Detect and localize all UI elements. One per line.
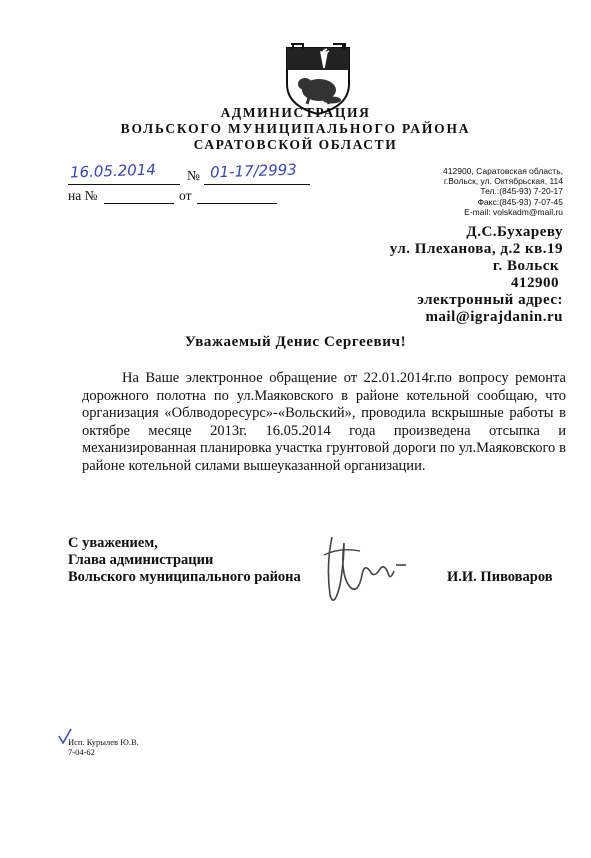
org-name-line2: ВОЛЬСКОГО МУНИЦИПАЛЬНОГО РАЙОНА <box>120 121 471 136</box>
signature-closing: С уважением, <box>68 535 158 551</box>
recipient-email: mail@igrajdanin.ru <box>425 309 563 325</box>
contact-line: Тел.:(845-93) 7-20-17 <box>480 186 563 197</box>
org-name-line3: САРАТОВСКОЙ ОБЛАСТИ <box>193 137 398 152</box>
outgoing-number: 01-17/2993 <box>209 160 298 182</box>
number-underline <box>204 184 310 185</box>
recipient-city: г. Вольск <box>492 258 559 274</box>
org-name-line1: АДМИНИСТРАЦИЯ <box>220 105 371 120</box>
reply-date-underline <box>197 203 277 204</box>
date-underline <box>68 184 180 185</box>
recipient-street: ул. Плеханова, д.2 кв.19 <box>389 241 563 257</box>
reply-to-label: на № <box>68 188 98 203</box>
handwritten-signature <box>310 525 420 615</box>
contact-line: E-mail: volskadm@mail.ru <box>464 206 563 217</box>
recipient-email-label: электронный адрес: <box>417 292 563 308</box>
reply-from-label: от <box>179 188 192 203</box>
contact-block <box>443 166 563 217</box>
recipient-postcode: 412900 <box>511 275 559 291</box>
outgoing-date: 16.05.2014 <box>69 160 157 182</box>
executor-phone: 7-04-62 <box>68 747 95 757</box>
reply-number-underline <box>104 203 174 204</box>
executor-name: Исп. Курылев Ю.В. <box>68 737 139 747</box>
contact-line: г.Вольск, ул. Октябрьская, 114 <box>443 176 563 187</box>
signatory-name: И.И. Пивоваров <box>447 569 553 585</box>
signature-position-org: Вольского муниципального района <box>68 569 301 585</box>
greeting: Уважаемый Денис Сергеевич! <box>184 334 407 350</box>
contact-line: 412900, Саратовская область, <box>443 166 563 176</box>
signature-position: Глава администрации <box>68 552 214 568</box>
recipient-name: Д.С.Бухареву <box>466 224 563 240</box>
contact-line: Факс:(845-93) 7-07-45 <box>477 196 563 207</box>
number-sign: № <box>187 168 200 183</box>
letter-body: На Ваше электронное обращение от 22.01.2014г.по вопросу ремонта дорожного полотна по ул.Маяковского в районе котельной сообщаю, что организация «Облводоресурс»-«Вольский», проводила вскрышные работы в октябре месяце 2013г. 16.05.2014 года произведена отсыпка и механизированная планировка участка грунтовой дороги по ул.Маяковского в районе котельной силами вышеуказанной организации. <box>82 370 566 474</box>
